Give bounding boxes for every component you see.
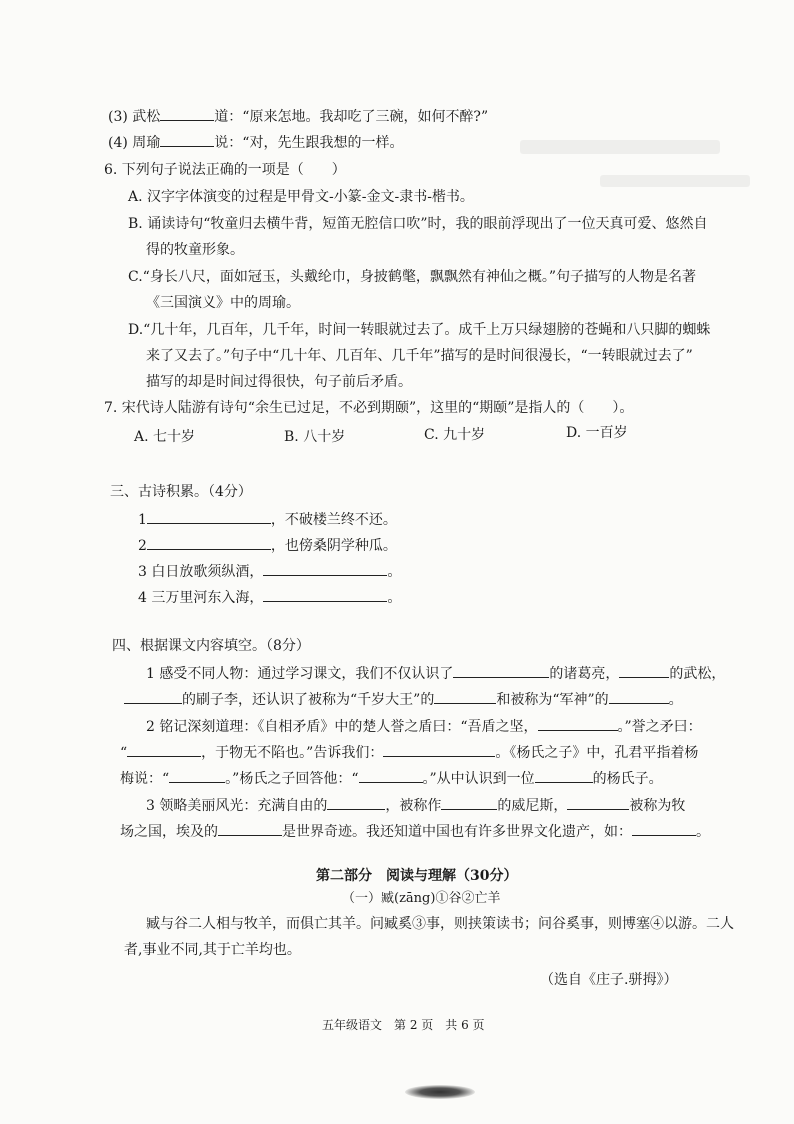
answer-blank[interactable] [383, 742, 495, 757]
answer-blank[interactable] [127, 742, 201, 757]
answer-blank[interactable] [263, 561, 387, 576]
answer-blank[interactable] [619, 663, 669, 678]
q7-stem: 7. 宋代诗人陆游有诗句“余生已过足，不必到期颐”，这里的“期颐”是指人的（ ）。 [104, 400, 634, 416]
q7-option-a: A. 七十岁 [134, 429, 196, 445]
bleed-through-mark [520, 140, 720, 154]
q6-option-c-line1: C.“身长八尺，面如冠玉，头戴纶巾，身披鹤氅，飘飘然有神仙之概。”句子描写的人物是名著 [128, 269, 696, 285]
passage-source: （选自《庄子.骈拇》） [540, 972, 678, 988]
q6-option-d-line3: 描写的却是时间过得很快，句子前后矛盾。 [146, 374, 412, 390]
answer-blank[interactable] [169, 768, 225, 783]
q5-item-4: (4) 周瑜 说：“对，先生跟我想的一样。 [108, 132, 403, 153]
q6-option-b-line2: 得的牧童形象。 [146, 242, 244, 258]
bleed-through-mark [600, 175, 750, 187]
sec4-p2-line1: 2 铭记深刻道理：《自相矛盾》中的楚人誉之盾曰：“吾盾之坚， 。”誉之矛曰： [146, 716, 702, 737]
page-footer: 五年级语文 第 2 页 共 6 页 [322, 1018, 485, 1032]
section-3-title: 三、古诗积累。（4分） [110, 484, 252, 500]
q6-option-d-line1: D.“几十年，几百年，几千年，时间一转眼就过去了。成千上万只绿翅膀的苍蝇和八只脚的蜘蛛 [128, 322, 711, 338]
sec4-p2-line3: 梅说：“ 。”杨氏之子回答他：“ 。”从中认识到一位 的杨氏子。 [120, 768, 663, 789]
answer-blank[interactable] [147, 509, 271, 524]
answer-blank[interactable] [441, 795, 497, 810]
poem-line-3: 3 白日放歌须纵酒， 。 [138, 561, 401, 582]
q5-item-3: (3) 武松 道：“原来怎地。我却吃了三碗，如何不醉?” [108, 106, 488, 127]
sec4-p3-line2: 场之国，埃及的 是世界奇迹。我还知道中国也有许多世界文化遗产，如： 。 [120, 821, 710, 842]
answer-blank[interactable] [453, 663, 549, 678]
q6-option-c-line2: 《三国演义》中的周瑜。 [146, 295, 300, 311]
sec4-p3-line1: 3 领略美丽风光：充满自由的 ，被称作 的威尼斯， 被称为牧 [146, 795, 685, 816]
poem-line-4: 4 三万里河东入海， 。 [138, 587, 401, 608]
answer-blank[interactable] [160, 106, 214, 121]
sec4-p1-line2: 的刷子李，还认识了被称为“千岁大王”的 和被称为“军神”的 。 [124, 689, 683, 710]
answer-blank[interactable] [218, 821, 282, 836]
q6-stem: 6. 下列句子说法正确的一项是（ ） [104, 162, 346, 178]
answer-blank[interactable] [263, 587, 387, 602]
answer-blank[interactable] [359, 768, 423, 783]
q7-option-b: B. 八十岁 [284, 429, 346, 445]
q6-option-a: A. 汉字字体演变的过程是甲骨文-小篆-金文-隶书-楷书。 [128, 189, 474, 205]
q6-option-b-line1: B. 诵读诗句“牧童归去横牛背，短笛无腔信口吹”时，我的眼前浮现出了一位天真可爱、悠然自 [128, 216, 708, 232]
answer-blank[interactable] [567, 795, 629, 810]
q6-option-d-line2: 来了又去了。”句子中“几十年、几百年、几千年”描写的是时间很漫长，“一转眼就过去了” [146, 348, 693, 364]
answer-blank[interactable] [124, 689, 182, 704]
answer-blank[interactable] [160, 132, 214, 147]
q7-option-d: D. 一百岁 [566, 425, 628, 441]
answer-blank[interactable] [327, 795, 385, 810]
passage-para-line1: 臧与谷二人相与牧羊，而俱亡其羊。问臧奚③事，则挟策读书；问谷奚事，则博塞④以游。二人 [146, 916, 734, 932]
q7-option-c: C. 九十岁 [424, 427, 486, 443]
sec4-p2-line2: “ ，于物无不陷也。”告诉我们： 。《杨氏之子》中，孔君平指着杨 [120, 742, 698, 763]
answer-blank[interactable] [434, 689, 496, 704]
passage-title: （一）臧(zāng)①谷②亡羊 [342, 891, 501, 906]
sec4-p1-line1: 1 感受不同人物：通过学习课文，我们不仅认识了 的诸葛亮， 的武松， [146, 663, 725, 684]
answer-blank[interactable] [609, 689, 669, 704]
poem-line-2: 2 ，也傍桑阴学种瓜。 [138, 535, 397, 556]
section-4-title: 四、根据课文内容填空。（8分） [112, 638, 310, 654]
poem-line-1: 1 ，不破楼兰终不还。 [138, 509, 397, 530]
answer-blank[interactable] [632, 821, 696, 836]
part-2-title: 第二部分 阅读与理解（30分） [316, 868, 518, 884]
answer-blank[interactable] [147, 535, 271, 550]
answer-blank[interactable] [538, 716, 618, 731]
answer-blank[interactable] [535, 768, 593, 783]
passage-para-line2: 者,事业不同,其于亡羊均也。 [124, 942, 301, 958]
scan-smudge [405, 1085, 475, 1099]
